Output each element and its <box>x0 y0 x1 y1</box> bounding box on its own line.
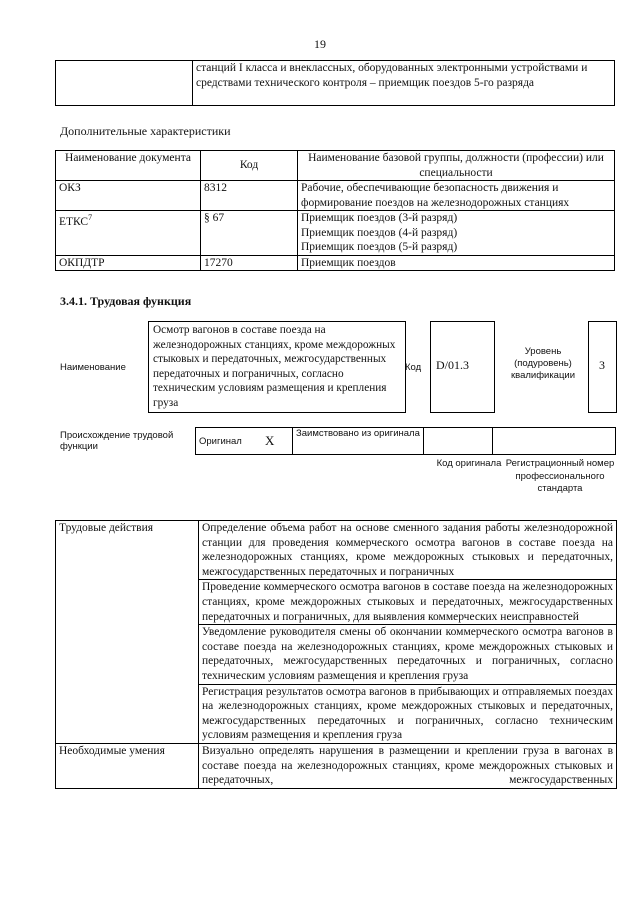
row-doc-text: ЕТКС <box>59 215 89 228</box>
row-name-line: Приемщик поездов (4-й разряд) <box>301 226 458 239</box>
level-label: Уровень (подуровень) квалификации <box>510 346 576 381</box>
header-code: Код <box>201 151 298 181</box>
continuation-table <box>55 60 615 106</box>
labor-action: Проведение коммерческого осмотра вагонов в составе поезда на железнодорожных станциях, кроме междорожных стыковых и передаточных, межгосударственных передаточных и пограничных, для выявления коммерческих неисправностей <box>199 580 617 625</box>
header-group-name: Наименование базовой группы, должности (профессии) или специальности <box>298 151 615 181</box>
name-label: Наименование <box>60 362 126 373</box>
origin-reg-cell <box>493 428 616 455</box>
origin-label: Происхождение трудовой функции <box>60 430 174 452</box>
row-code: 17270 <box>201 255 298 271</box>
table-row <box>56 743 617 788</box>
level-value: 3 <box>599 358 605 372</box>
characteristics-header-row <box>56 151 615 181</box>
reg-number-caption: Регистрационный номер профессионального стандарта <box>505 458 615 494</box>
code-value: D/01.3 <box>436 358 469 372</box>
labor-actions-label: Трудовые действия <box>56 521 199 744</box>
row-name <box>298 211 615 256</box>
row-code: § 67 <box>201 211 298 256</box>
header-document: Наименование документа <box>56 151 201 181</box>
labor-action: Уведомление руководителя смены об окончании коммерческого осмотра вагонов в составе поезда на железнодорожных станциях, кроме междорожных стыковых и передаточных, межгосударственных передаточных и пограничных, согласно техническим условиям размещения и крепления груза <box>199 625 617 684</box>
labor-action: Регистрация результатов осмотра вагонов в прибывающих и отправляемых поездах на железнодорожных станциях, кроме междорожных стыковых и передаточных, межгосударственных передаточных и пограничных, согласно техническим условиям размещения и крепления груза <box>199 684 617 743</box>
row-name-line: Приемщик поездов (5-й разряд) <box>301 241 458 253</box>
actions-table <box>55 520 617 789</box>
continuation-text: станций I класса и внеклассных, оборудованных электронными устройствами и средствами технического контроля – приемщик поездов 5-го разряда <box>193 61 615 106</box>
code-label: Код <box>405 362 422 373</box>
borrowed-label: Заимствовано из оригинала <box>293 428 424 455</box>
continuation-empty-cell <box>56 61 193 106</box>
level-box <box>588 321 617 413</box>
characteristics-table <box>55 150 615 271</box>
labor-action: Определение объема работ на основе сменного задания работы железнодорожной станции для проведения коммерческого осмотра вагонов в составе поезда на железнодорожных станциях, кроме междорожных стыковых и передаточных, межгосударственных передаточных и пограничных <box>199 521 617 580</box>
origin-table <box>195 427 616 455</box>
code-original-caption: Код оригинала <box>436 458 502 469</box>
function-title: 3.4.1. Трудовая функция <box>60 294 192 308</box>
code-box <box>430 321 495 413</box>
skills-label: Необходимые умения <box>56 743 199 788</box>
row-name: Рабочие, обеспечивающие безопасность движения и формирование поездов на железнодорожных станциях <box>298 181 615 211</box>
function-name-box: Осмотр вагонов в составе поезда на железнодорожных станциях, кроме междорожных стыковых и передаточных, межгосударственных передаточных и пограничных, согласно техническим условиям размещения и крепления груза <box>148 321 406 413</box>
origin-code-cell <box>424 428 493 455</box>
table-row <box>56 521 617 580</box>
row-name: Приемщик поездов <box>298 255 615 271</box>
table-row <box>56 255 615 271</box>
row-doc: ОКЗ <box>56 181 201 211</box>
footnote-ref: 7 <box>88 213 93 222</box>
page-number: 19 <box>314 37 326 51</box>
table-row <box>56 181 615 211</box>
row-doc <box>56 211 201 256</box>
row-doc: ОКПДТР <box>56 255 201 271</box>
original-label: Оригинал <box>196 428 263 455</box>
additional-characteristics-heading: Дополнительные характеристики <box>60 124 231 138</box>
original-mark: X <box>262 428 293 455</box>
skill-item: Визуально определять нарушения в размещении и креплении груза в вагонах в составе поезда на железнодорожных станциях, кроме междорожных стыковых и передаточных, межгосударственных <box>199 743 617 788</box>
row-name-line: Приемщик поездов (3-й разряд) <box>301 212 458 224</box>
table-row <box>56 211 615 256</box>
row-code: 8312 <box>201 181 298 211</box>
